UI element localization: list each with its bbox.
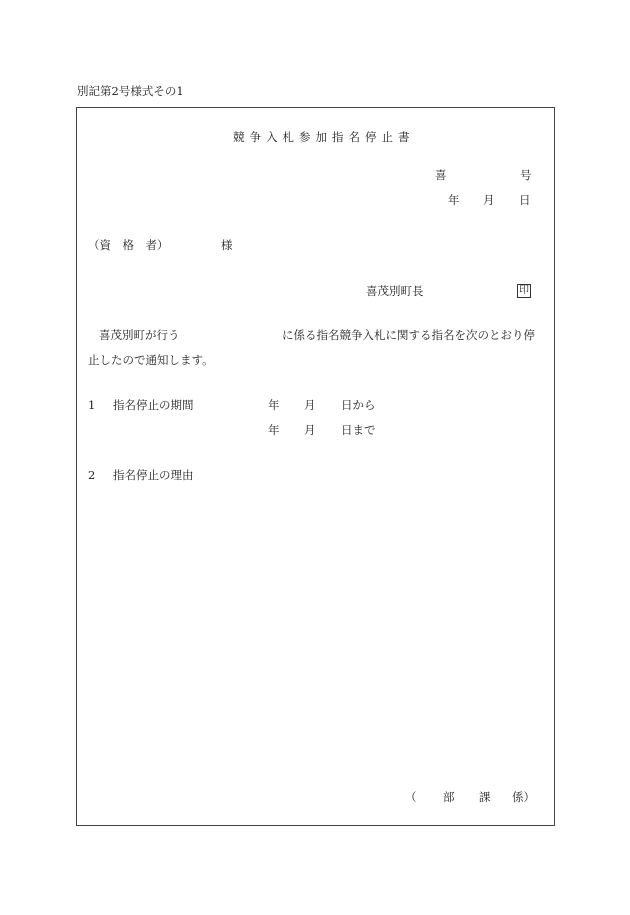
period-from-month: 月 bbox=[304, 398, 316, 412]
body-line1-start: 喜茂別町が行う bbox=[99, 328, 180, 342]
item-1-label: 指名停止の期間 bbox=[113, 398, 194, 412]
item-2-label: 指名停止の理由 bbox=[113, 468, 194, 482]
period-from-year: 年 bbox=[268, 398, 280, 412]
date-year: 年 bbox=[448, 193, 460, 207]
form-frame bbox=[76, 107, 555, 826]
addressee-honorific: 様 bbox=[221, 238, 233, 252]
form-label: 別記第2号様式その1 bbox=[77, 84, 184, 98]
period-from-day: 日から bbox=[341, 398, 376, 412]
department-bu: 部 bbox=[443, 790, 455, 804]
department-open: （ bbox=[405, 790, 417, 804]
period-to-month: 月 bbox=[304, 423, 316, 437]
department-ka: 課 bbox=[479, 790, 491, 804]
date-day: 日 bbox=[519, 193, 531, 207]
item-2-number: 2 bbox=[88, 468, 96, 482]
period-to-day: 日まで bbox=[341, 423, 376, 437]
doc-number-prefix: 喜 bbox=[435, 168, 447, 182]
item-1-number: 1 bbox=[88, 398, 96, 412]
body-line2: 止したので通知します。 bbox=[88, 353, 214, 367]
period-to-year: 年 bbox=[268, 423, 280, 437]
issuer-name: 喜茂別町長 bbox=[366, 284, 424, 298]
doc-number-suffix: 号 bbox=[520, 168, 532, 182]
document-title: 競争入札参加指名停止書 bbox=[233, 130, 415, 144]
date-month: 月 bbox=[483, 193, 495, 207]
department-kakari: 係） bbox=[512, 790, 535, 804]
seal-box: 印 bbox=[519, 285, 529, 296]
addressee-role: （資 格 者） bbox=[88, 238, 169, 252]
body-line1-end: に係る指名競争入札に関する指名を次のとおり停 bbox=[282, 328, 535, 342]
